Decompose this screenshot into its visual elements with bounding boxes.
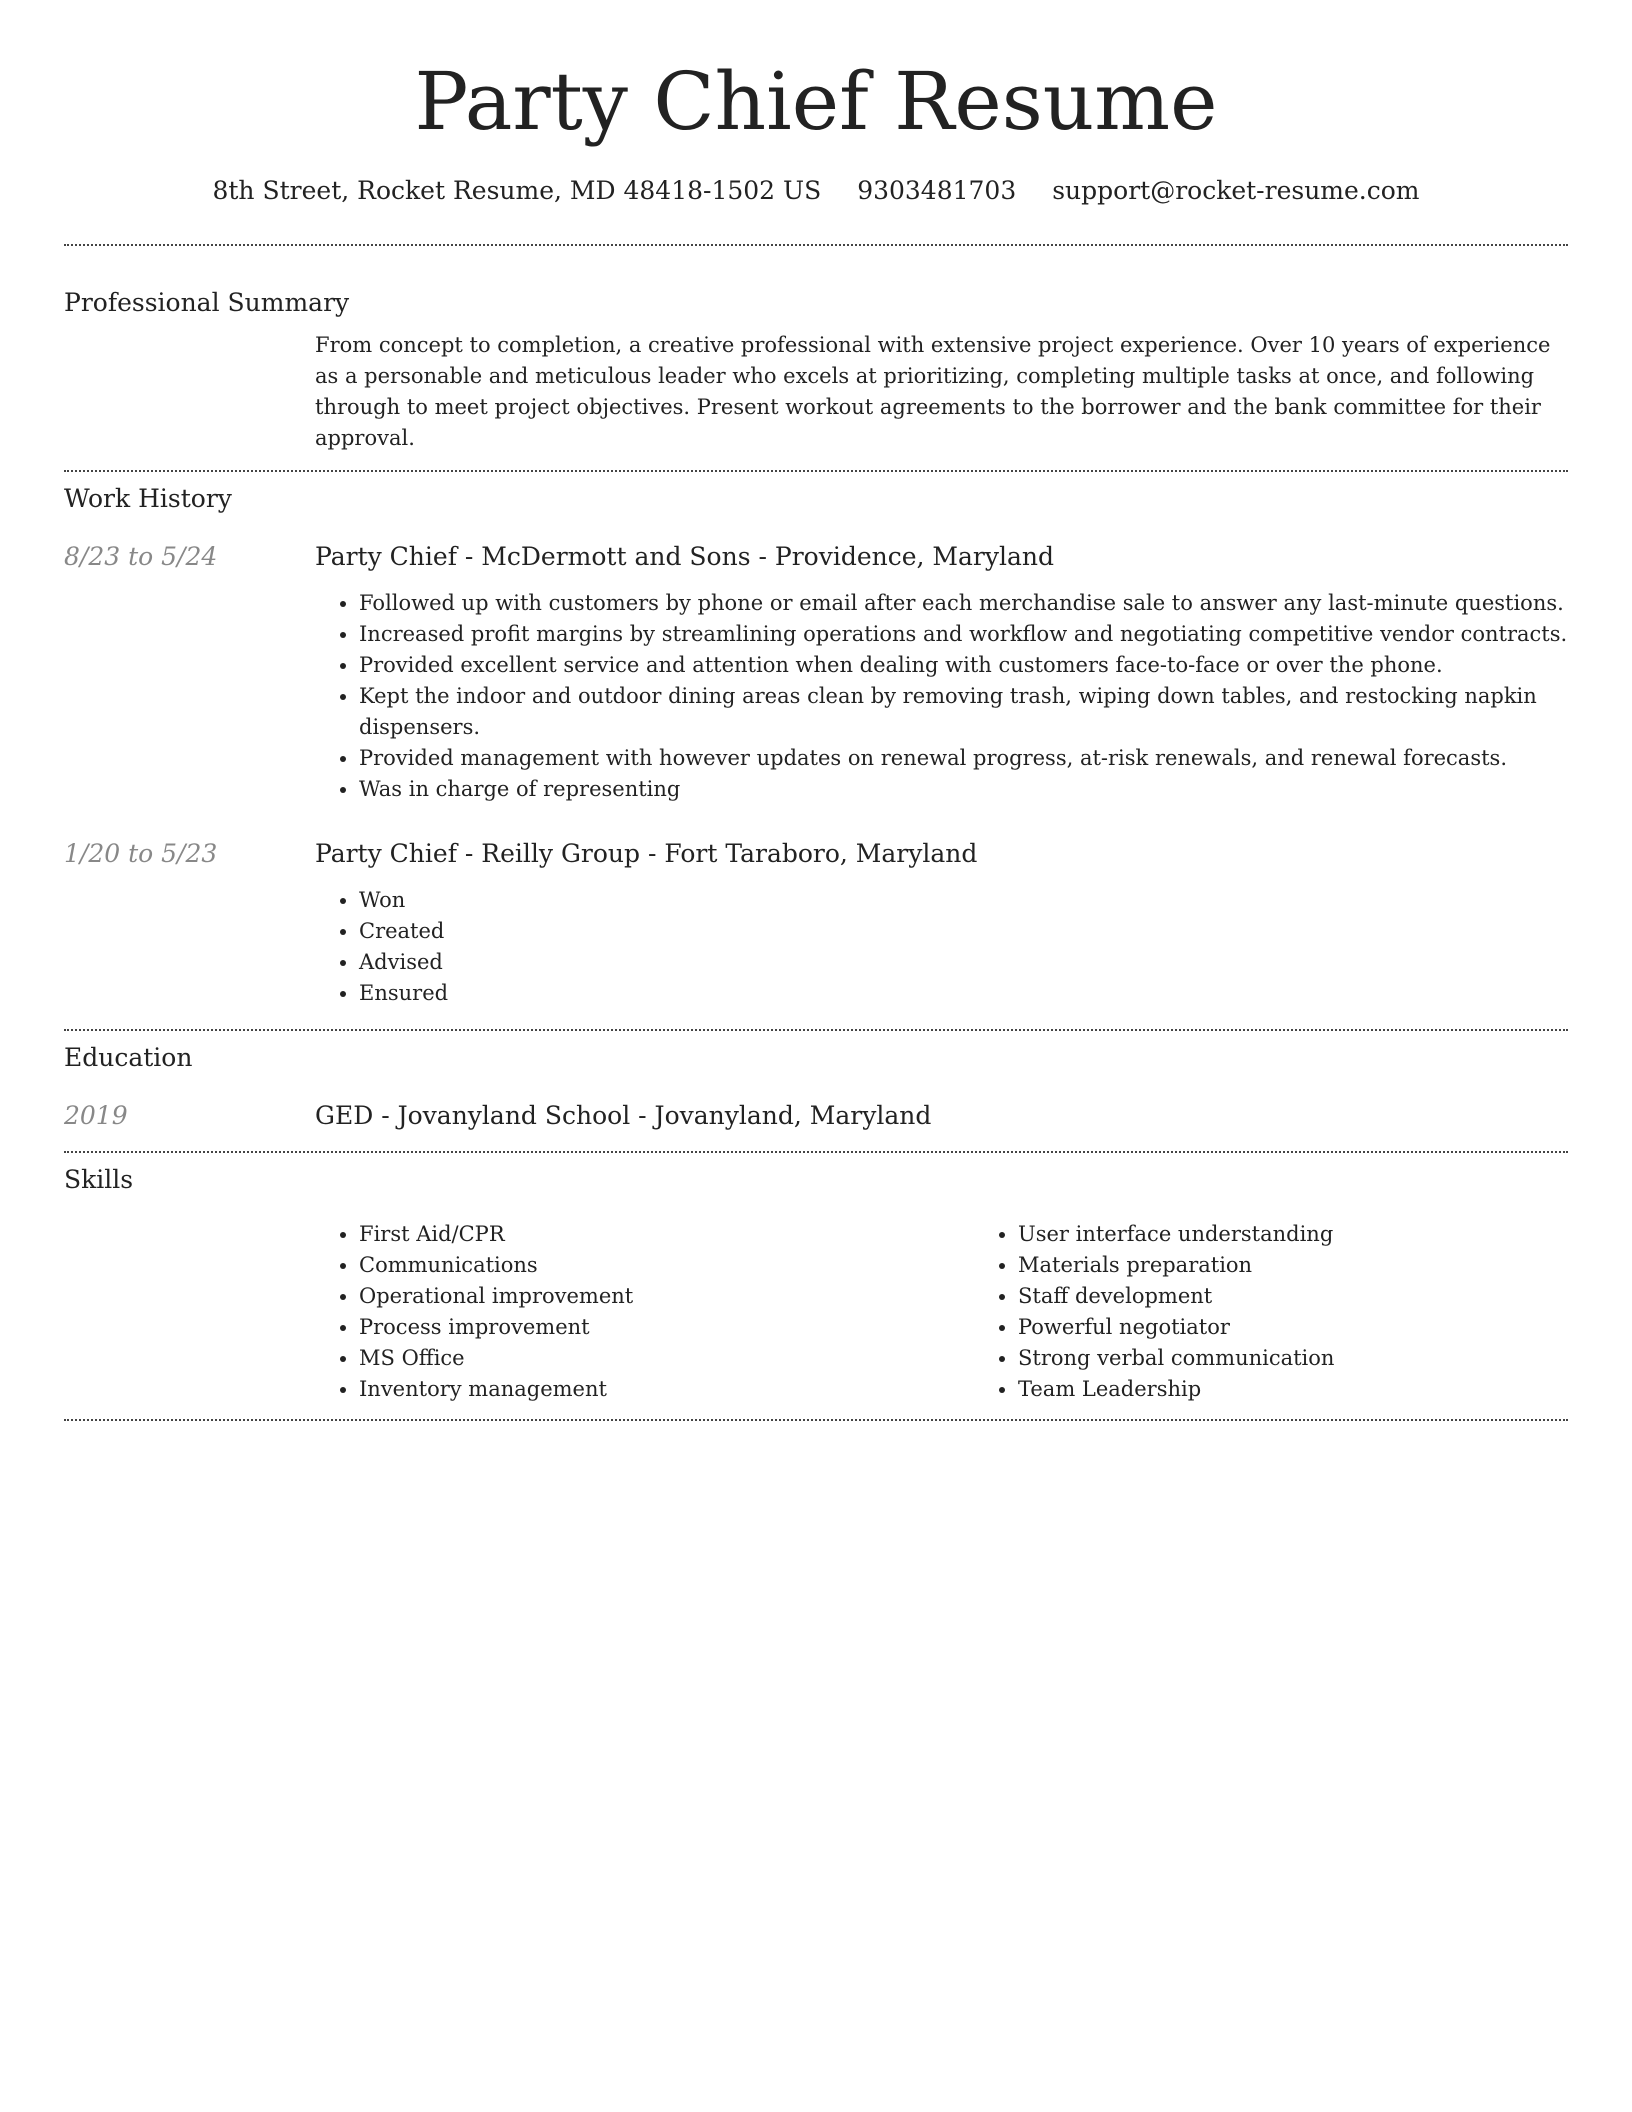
job-entry bbox=[64, 837, 1568, 1009]
skills-list-left bbox=[315, 1219, 974, 1405]
list-item: • Strong verbal communication bbox=[1018, 1343, 1632, 1374]
section-title-education: Education bbox=[64, 1043, 193, 1072]
job-dates: 1/20 to 5/23 bbox=[64, 839, 218, 868]
list-item: • Was in charge of representing bbox=[359, 774, 1568, 805]
education-date: 2019 bbox=[64, 1101, 128, 1130]
list-item: • Provided management with however updates on renewal progress, at-risk renewals, and renewal forecasts. bbox=[359, 743, 1568, 774]
list-item: • MS Office bbox=[359, 1343, 974, 1374]
list-item: • Inventory management bbox=[359, 1374, 974, 1405]
list-item: • User interface understanding bbox=[1018, 1219, 1632, 1250]
list-item: • Kept the indoor and outdoor dining areas clean by removing trash, wiping down tables, and restocking napkin dispensers. bbox=[359, 681, 1568, 743]
contact-address: 8th Street, Rocket Resume, MD 48418-1502 US bbox=[212, 176, 822, 205]
list-item: • Operational improvement bbox=[359, 1281, 974, 1312]
list-item: • First Aid/CPR bbox=[359, 1219, 974, 1250]
list-item: • Followed up with customers by phone or email after each merchandise sale to answer any last-minute questions. bbox=[359, 588, 1568, 619]
list-item: • Provided excellent service and attention when dealing with customers face-to-face or over the phone. bbox=[359, 650, 1568, 681]
education-entry bbox=[64, 1099, 1568, 1133]
section-title-skills: Skills bbox=[64, 1165, 134, 1194]
skills-section bbox=[64, 1153, 1568, 1405]
divider bbox=[64, 1419, 1568, 1421]
job-title: Party Chief - McDermott and Sons - Providence, Maryland bbox=[315, 542, 1054, 571]
list-item: • Staff development bbox=[1018, 1281, 1632, 1312]
list-item: • Team Leadership bbox=[1018, 1374, 1632, 1405]
job-bullets bbox=[315, 588, 1568, 805]
resume-title: Party Chief Resume bbox=[414, 55, 1218, 148]
list-item: • Advised bbox=[359, 947, 1568, 978]
list-item: • Created bbox=[359, 916, 1568, 947]
contact-phone: 9303481703 bbox=[857, 176, 1017, 205]
contact-line bbox=[64, 174, 1568, 208]
list-item: • Powerful negotiator bbox=[1018, 1312, 1632, 1343]
summary-section bbox=[64, 246, 1568, 454]
list-item: • Materials preparation bbox=[1018, 1250, 1632, 1281]
job-title: Party Chief - Reilly Group - Fort Taraboro, Maryland bbox=[315, 839, 978, 868]
education-section bbox=[64, 1031, 1568, 1133]
contact-email: support@rocket-resume.com bbox=[1052, 176, 1420, 205]
skills-list-right bbox=[974, 1219, 1632, 1405]
skills-grid bbox=[315, 1219, 1632, 1405]
job-bullets bbox=[315, 885, 1568, 1009]
job-dates: 8/23 to 5/24 bbox=[64, 542, 218, 571]
job-entry bbox=[64, 540, 1568, 805]
work-history-section bbox=[64, 472, 1568, 1009]
list-item: • Process improvement bbox=[359, 1312, 974, 1343]
section-title-work: Work History bbox=[64, 484, 232, 513]
list-item: • Ensured bbox=[359, 978, 1568, 1009]
section-title-summary: Professional Summary bbox=[64, 288, 350, 317]
list-item: • Communications bbox=[359, 1250, 974, 1281]
list-item: • Won bbox=[359, 885, 1568, 916]
summary-text: From concept to completion, a creative professional with extensive project experience. Over 10 years of experience as a personable and meticulous leader who excels at prioritizing, completing multiple tasks at once, and following through to meet project objectives. Present workout agreements to the borrower and the bank committee for their approval. bbox=[315, 333, 1551, 450]
education-title: GED - Jovanyland School - Jovanyland, Maryland bbox=[315, 1101, 932, 1130]
list-item: • Increased profit margins by streamlining operations and workflow and negotiating competitive vendor contracts. bbox=[359, 619, 1568, 650]
